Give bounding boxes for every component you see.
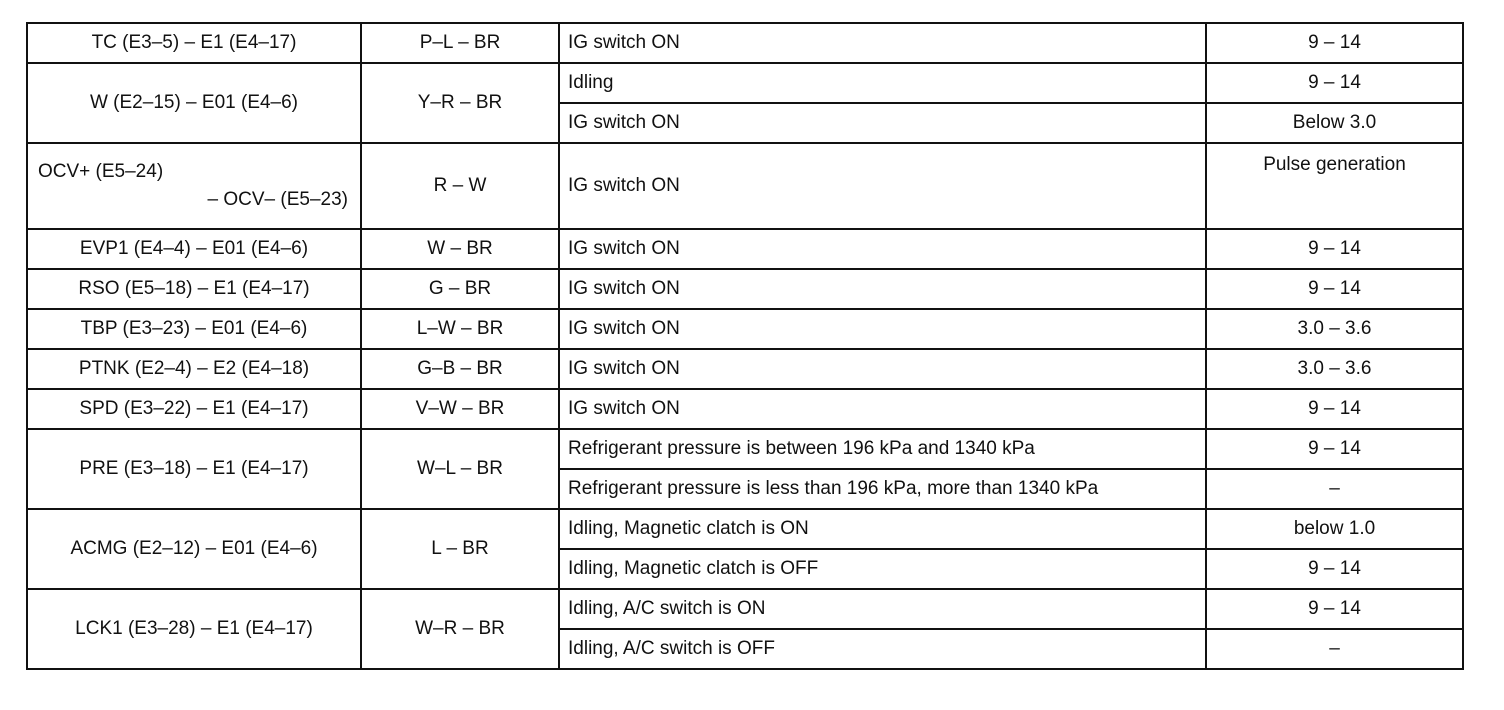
terminal-cell: W (E2–15) – E01 (E4–6) bbox=[27, 63, 361, 143]
table-row bbox=[27, 309, 1463, 349]
condition-cell: Refrigerant pressure is between 196 kPa and 1340 kPa bbox=[559, 429, 1206, 469]
wiring-color-cell: W–L – BR bbox=[361, 429, 559, 509]
wiring-color-cell: L – BR bbox=[361, 509, 559, 589]
wiring-color-cell: W–R – BR bbox=[361, 589, 559, 669]
table-row bbox=[27, 389, 1463, 429]
specified-value-cell: 9 – 14 bbox=[1206, 429, 1463, 469]
wiring-color-cell: W – BR bbox=[361, 229, 559, 269]
specified-value-cell: 9 – 14 bbox=[1206, 589, 1463, 629]
condition-cell: IG switch ON bbox=[559, 349, 1206, 389]
condition-cell: Refrigerant pressure is less than 196 kPa, more than 1340 kPa bbox=[559, 469, 1206, 509]
condition-cell: Idling bbox=[559, 63, 1206, 103]
specified-value-cell: – bbox=[1206, 469, 1463, 509]
specified-value-cell: 9 – 14 bbox=[1206, 229, 1463, 269]
condition-cell: IG switch ON bbox=[559, 229, 1206, 269]
table-row bbox=[27, 229, 1463, 269]
terminal-cell: ACMG (E2–12) – E01 (E4–6) bbox=[27, 509, 361, 589]
table-row bbox=[27, 23, 1463, 63]
table-row bbox=[27, 429, 1463, 469]
condition-cell: Idling, Magnetic clatch is ON bbox=[559, 509, 1206, 549]
terminal-cell: TC (E3–5) – E1 (E4–17) bbox=[27, 23, 361, 63]
specified-value-cell: 9 – 14 bbox=[1206, 549, 1463, 589]
terminal-cell: SPD (E3–22) – E1 (E4–17) bbox=[27, 389, 361, 429]
specified-value-cell: 9 – 14 bbox=[1206, 389, 1463, 429]
terminal-cell: LCK1 (E3–28) – E1 (E4–17) bbox=[27, 589, 361, 669]
wiring-color-cell: L–W – BR bbox=[361, 309, 559, 349]
wiring-color-cell: G–B – BR bbox=[361, 349, 559, 389]
ecu-terminal-spec-table bbox=[26, 22, 1464, 670]
terminal-line-2: – OCV– (E5–23) bbox=[207, 189, 348, 210]
terminal-cell bbox=[27, 143, 361, 229]
condition-cell: IG switch ON bbox=[559, 23, 1206, 63]
specified-value-cell: Below 3.0 bbox=[1206, 103, 1463, 143]
terminal-cell: PTNK (E2–4) – E2 (E4–18) bbox=[27, 349, 361, 389]
condition-cell: IG switch ON bbox=[559, 269, 1206, 309]
specified-value-cell: 9 – 14 bbox=[1206, 23, 1463, 63]
table-row bbox=[27, 509, 1463, 549]
specified-value-cell: – bbox=[1206, 629, 1463, 669]
specified-value-cell: 9 – 14 bbox=[1206, 269, 1463, 309]
specified-value-cell: below 1.0 bbox=[1206, 509, 1463, 549]
wiring-color-cell: P–L – BR bbox=[361, 23, 559, 63]
wiring-color-cell: G – BR bbox=[361, 269, 559, 309]
terminal-cell: RSO (E5–18) – E1 (E4–17) bbox=[27, 269, 361, 309]
table-row bbox=[27, 349, 1463, 389]
condition-cell: IG switch ON bbox=[559, 309, 1206, 349]
terminal-cell: EVP1 (E4–4) – E01 (E4–6) bbox=[27, 229, 361, 269]
terminal-line-1: OCV+ (E5–24) bbox=[38, 161, 164, 182]
condition-cell: Idling, A/C switch is OFF bbox=[559, 629, 1206, 669]
condition-cell: IG switch ON bbox=[559, 389, 1206, 429]
table-row bbox=[27, 63, 1463, 103]
condition-cell: Idling, Magnetic clatch is OFF bbox=[559, 549, 1206, 589]
terminal-cell: PRE (E3–18) – E1 (E4–17) bbox=[27, 429, 361, 509]
table-row bbox=[27, 143, 1463, 229]
wiring-color-cell: V–W – BR bbox=[361, 389, 559, 429]
condition-cell: IG switch ON bbox=[559, 143, 1206, 229]
specified-value-cell: 3.0 – 3.6 bbox=[1206, 309, 1463, 349]
wiring-color-cell: Y–R – BR bbox=[361, 63, 559, 143]
specified-value-cell: Pulse generation bbox=[1206, 143, 1463, 229]
specified-value-cell: 9 – 14 bbox=[1206, 63, 1463, 103]
terminal-cell: TBP (E3–23) – E01 (E4–6) bbox=[27, 309, 361, 349]
specified-value-cell: 3.0 – 3.6 bbox=[1206, 349, 1463, 389]
condition-cell: Idling, A/C switch is ON bbox=[559, 589, 1206, 629]
wiring-color-cell: R – W bbox=[361, 143, 559, 229]
table-row bbox=[27, 269, 1463, 309]
table-row bbox=[27, 589, 1463, 629]
condition-cell: IG switch ON bbox=[559, 103, 1206, 143]
